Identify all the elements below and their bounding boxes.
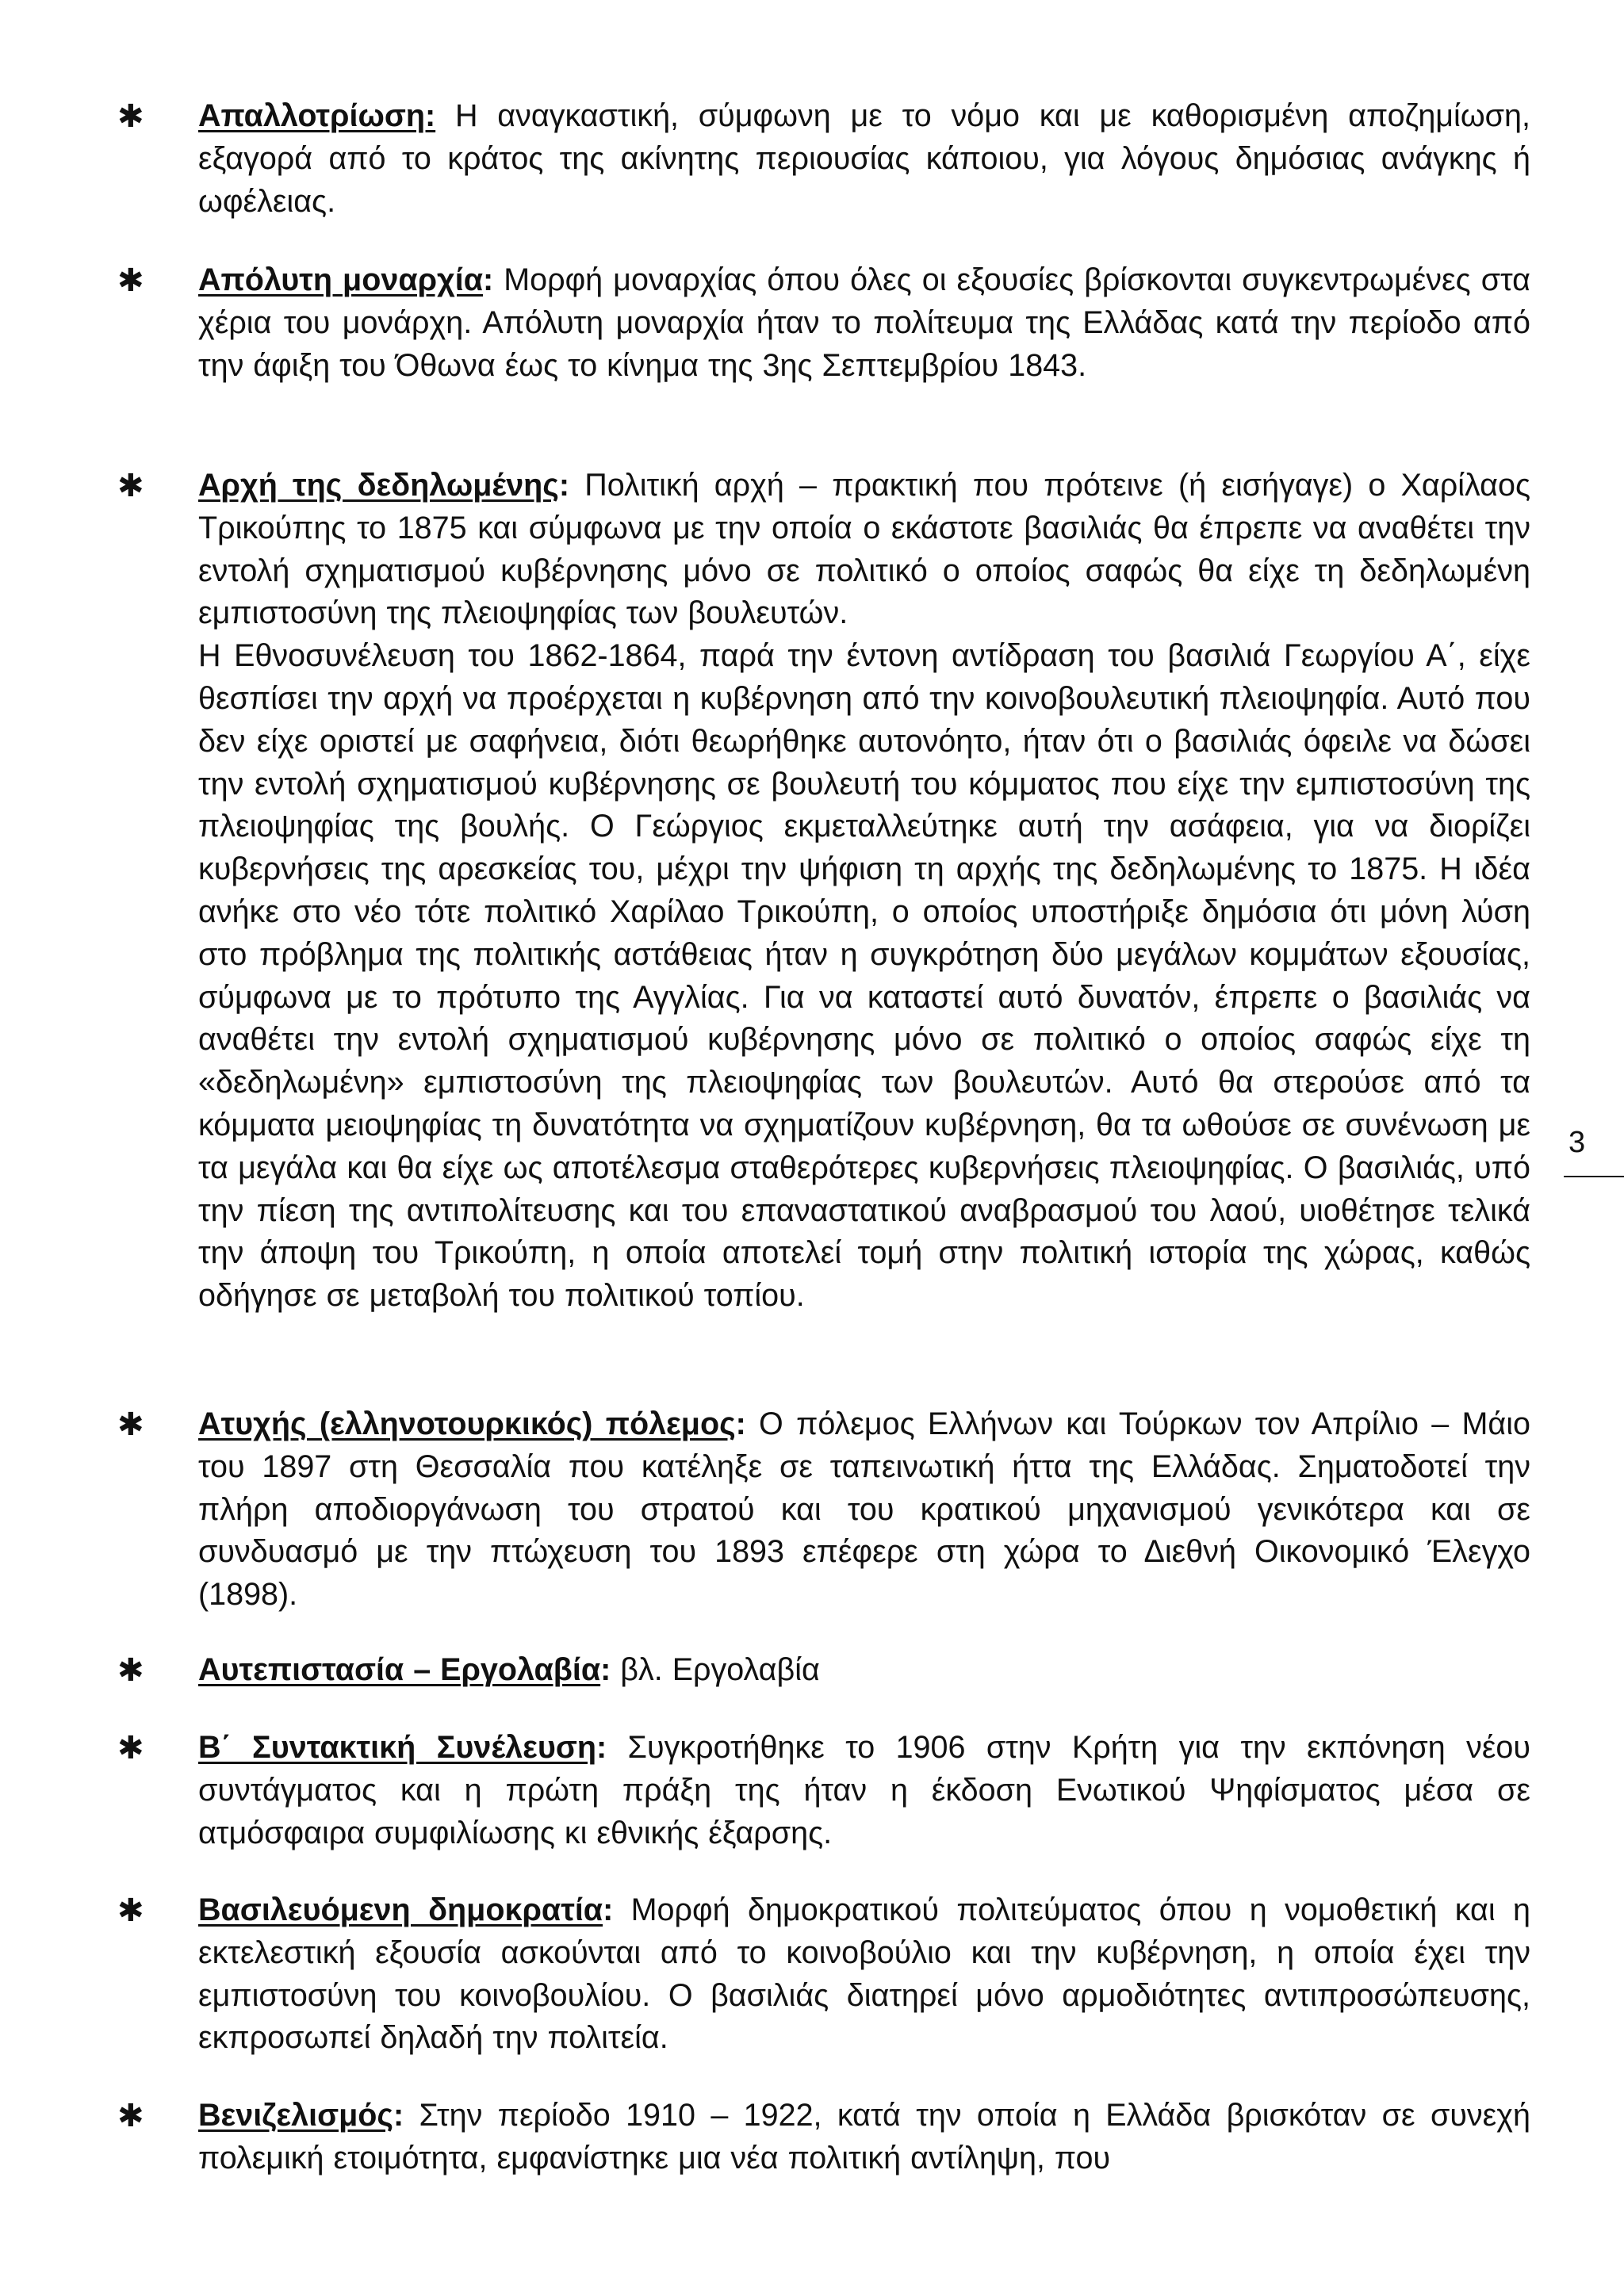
entry-paragraph [198,2095,1530,2180]
glossary-entry-vasilevomeni-dimokratia [117,1889,1530,2060]
asterisk-bullet-icon: ✱ [117,2098,144,2134]
entry-paragraph [198,95,1530,223]
entry-colon: : [596,1730,607,1765]
entry-term: Ατυχής (ελληνοτουρκικός) πόλεμος [198,1406,736,1441]
entry-definition: Μορφή δημοκρατικού πολιτεύματος όπου η νομοθετική και η εκτελεστική εξουσία ασκούνται από το κοινοβούλιο και την κυβέρνηση, η οποία έχει την εμπιστοσύνη του κοινοβουλίου. Ο βασιλιάς διατηρεί μόνο αρμοδιότητες αντιπροσώπευσης, εκπροσωπεί δηλαδή την πολιτεία. [198,1892,1530,2056]
entry-paragraph [198,465,1530,1318]
entry-colon: : [393,2098,404,2133]
asterisk-bullet-icon: ✱ [117,468,144,504]
entry-definition: βλ. Εργολαβία [611,1652,820,1687]
asterisk-bullet-icon: ✱ [117,1892,144,1929]
entry-paragraph [198,259,1530,387]
page-number-rule [1564,1176,1624,1177]
entry-term: Αρχή της δεδηλωμένης [198,468,559,503]
entry-term: Βενιζελισμός [198,2098,393,2133]
entry-colon: : [483,262,494,297]
entry-definition: Πολιτική αρχή – πρακτική που πρότεινε (ή εισήγαγε) ο Χαρίλαος Τρικούπης το 1875 και σύμφωνα με την οποία ο εκάστοτε βασιλιάς θα έπρεπε να αναθέτει την εντολή σχηματισμού κυβέρνησης μόνο σε πολιτικό ο οποίος σαφώς θα είχε τη δεδηλωμένη εμπιστοσύνη της πλειοψηφίας των βουλευτών. [198,468,1530,631]
asterisk-bullet-icon: ✱ [117,1406,144,1443]
glossary-entry-apallotriosi [117,95,1530,223]
entry-term: Απαλλοτρίωση: [198,98,436,133]
entry-term: Απόλυτη μοναρχία [198,262,484,297]
entry-paragraph [198,1403,1530,1617]
entry-term: Αυτεπιστασία – Εργολαβία [198,1652,601,1687]
entry-definition: Μορφή μοναρχίας όπου όλες οι εξουσίες βρίσκονται συγκεντρωμένες στα χέρια του μονάρχη. Απόλυτη μοναρχία ήταν το πολίτευμα της Ελλάδας κατά την περίοδο από την άφιξη του Όθωνα έως το κίνημα της 3ης Σεπτεμβρίου 1843. [198,262,1530,383]
asterisk-bullet-icon: ✱ [117,1652,144,1689]
entry-term: Β΄ Συντακτική Συνέλευση [198,1730,597,1765]
glossary-entry-arxi-dedilomenis [117,465,1530,1318]
entry-definition: Η αναγκαστική, σύμφωνη με το νόμο και με καθορισμένη αποζημίωση, εξαγορά από το κράτος της ακίνητης περιουσίας κάποιου, για λόγους δημόσιας ανάγκης ή ωφέλειας. [198,98,1530,219]
asterisk-bullet-icon: ✱ [117,262,144,299]
glossary-entry-aftepistasia [117,1649,1530,1692]
entry-definition: Στην περίοδο 1910 – 1922, κατά την οποία η Ελλάδα βρισκόταν σε συνεχή πολεμική ετοιμότητα, εμφανίστηκε μια νέα πολιτική αντίληψη, που [198,2098,1530,2175]
entry-continuation-paragraph: Η Εθνοσυνέλευση του 1862-1864, παρά την έντονη αντίδραση του βασιλιά Γεωργίου Α΄, είχε θεσπίσει την αρχή να προέρχεται η κυβέρνηση από την κοινοβουλευτική πλειοψηφία. Αυτό που δεν είχε οριστεί με σαφήνεια, διότι θεωρήθηκε αυτονόητο, ήταν ότι ο βασιλιάς όφειλε να δώσει την εντολή σχηματισμού κυβέρνησης σε βουλευτή του κόμματος που είχε την εμπιστοσύνη της πλειοψηφίας της βουλής. Ο Γεώργιος εκμεταλλεύτηκε αυτή την ασάφεια, για να διορίζει κυβερνήσεις της αρεσκείας του, μέχρι την ψήφιση τη αρχής της δεδηλωμένης το 1875. Η ιδέα ανήκε στο νέο τότε πολιτικό Χαρίλαο Τρικούπη, ο οποίος υποστήριξε δημόσια ότι μόνη λύση στο πρόβλημα της πολιτικής αστάθειας ήταν η συγκρότηση δύο μεγάλων κομμάτων εξουσίας, σύμφωνα με το πρότυπο της Αγγλίας. Για να καταστεί αυτό δυνατόν, έπρεπε ο βασιλιάς να αναθέτει την εντολή σχηματισμού κυβέρνησης μόνο σε πολιτικό ο οποίος σαφώς είχε τη «δεδηλωμένη» εμπιστοσύνη της πλειοψηφίας των βουλευτών. Αυτό θα στερούσε από τα κόμματα μειοψηφίας τη δυνατότητα να σχηματίζουν κυβέρνηση, θα τα ωθούσε σε συνένωση με τα μεγάλα και θα είχε ως αποτέλεσμα σταθερότερες κυβερνήσεις πλειοψηφίας. Ο βασιλιάς, υπό την πίεση της αντιπολίτευσης και του επαναστατικού αναβρασμού του λαού, υιοθέτησε τελικά την άποψη του Τρικούπη, η οποία αποτελεί τομή στην πολιτική ιστορία της χώρας, καθώς οδήγησε σε μεταβολή του πολιτικού τοπίου. [198,638,1530,1314]
entry-definition: Συγκροτήθηκε το 1906 στην Κρήτη για την εκπόνηση νέου συντάγματος και η πρώτη πράξη της ήταν η έκδοση Ενωτικού Ψηφίσματος μέσα σε ατμόσφαιρα συμφιλίωσης κι εθνικής έξαρσης. [198,1730,1530,1850]
glossary-entry-syntaktiki-synelefsi [117,1727,1530,1854]
page-number: 3 [1568,1126,1586,1159]
entry-paragraph [198,1889,1530,2060]
entry-colon: : [558,468,569,503]
glossary-entry-venizelismos [117,2095,1530,2180]
asterisk-bullet-icon: ✱ [117,1730,144,1766]
entry-paragraph [198,1649,1530,1692]
entry-colon: : [735,1406,746,1441]
entry-definition: Ο πόλεμος Ελλήνων και Τούρκων τον Απρίλιο – Μάιο του 1897 στη Θεσσαλία που κατέληξε σε ταπεινωτική ήττα της Ελλάδας. Σηματοδοτεί την πλήρη αποδιοργάνωση του στρατού και του κρατικού μηχανισμού γενικότερα και σε συνδυασμό με την πτώχευση του 1893 επέφερε στη χώρα το Διεθνή Οικονομικό Έλεγχο (1898). [198,1406,1530,1613]
glossary-entry-apolyti-monarchia [117,259,1530,387]
asterisk-bullet-icon: ✱ [117,98,144,135]
entry-paragraph [198,1727,1530,1854]
entry-term: Βασιλευόμενη δημοκρατία [198,1892,603,1927]
entry-colon: : [600,1652,611,1687]
entry-colon: : [603,1892,614,1927]
glossary-entry-atyxis-polemos [117,1403,1530,1617]
